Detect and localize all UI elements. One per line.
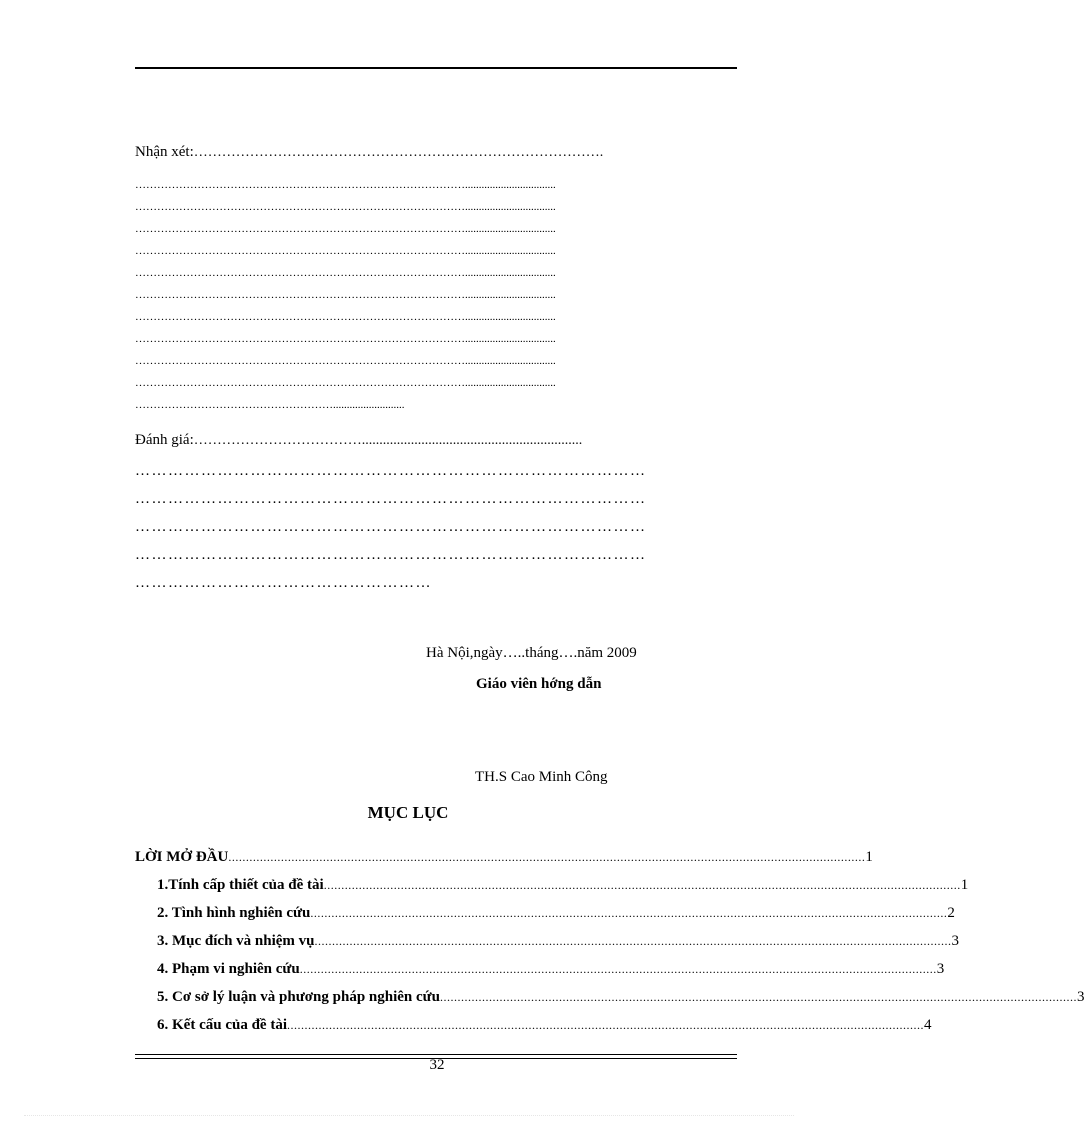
toc-item-title: 1.Tính cấp thiết của đề tài [157,877,324,893]
remarks-line: ………………………………………………………………………………................................. [135,311,556,323]
evaluation-line: ………………………………………………………………………………… [135,491,647,507]
toc-item-title: 4. Phạm vi nghiên cứu [157,961,300,977]
evaluation-line: ………………………………………………………………………………… [135,463,647,479]
evaluation-line: ………………………………………………………………………………… [135,519,647,535]
evaluation-label: Đánh giá: [135,432,194,448]
remarks-line-first [135,143,737,162]
toc-item[interactable] [157,987,1085,1007]
remarks-line: ………………………………………………………………………………................................. [135,355,556,367]
page-edge-divider [24,1115,794,1116]
toc-item-title: 2. Tình hình nghiên cứu [157,905,311,921]
signature-date: Hà Nội,ngày…..tháng….năm 2009 [426,645,637,661]
toc-item-page: 1 [865,849,873,865]
toc-item-title: LỜI MỞ ĐẦU [135,849,229,865]
remarks-line: ……………………………………………….......................... [135,399,405,411]
toc-item-title: 6. Kết cấu của đề tài [157,1017,287,1033]
remarks-first-fill: ……………………………………………………………………………. [193,145,604,160]
remarks-line: ………………………………………………………………………………................................. [135,223,556,235]
toc-item-page: 2 [947,905,955,921]
toc-leader: ...................................................................................................................................................................................... [228,850,866,864]
toc-item-page: 1 [960,877,969,893]
toc-leader: ...................................................................................................................................................................................... [323,878,961,892]
remarks-line: ………………………………………………………………………………................................. [135,289,556,301]
toc-leader: ...................................................................................................................................................................................... [440,990,1078,1004]
toc-item-page: 3 [951,933,960,949]
toc-title: MỤC LỤC [367,803,449,822]
remarks-line: ………………………………………………………………………………................................. [135,245,556,257]
toc-item[interactable] [157,903,955,923]
remarks-line: ………………………………………………………………………………................................. [135,267,556,279]
toc-item[interactable] [157,959,945,979]
toc-item-title: 3. Mục đích và nhiệm vụ [157,933,315,949]
remarks-line: ………………………………………………………………………………................................. [135,201,556,213]
evaluation-first-fill: ………………………………............................................................... [193,433,583,448]
signature-name: TH.S Cao Minh Công [475,769,608,785]
toc-item[interactable] [157,875,969,895]
page-number: 32 [429,1057,445,1073]
toc-leader: ...................................................................................................................................................................................... [299,962,937,976]
signature-role: Giáo viên hớng dẫn [476,676,602,692]
toc-leader: ...................................................................................................................................................................................... [310,906,948,920]
evaluation-line-first [135,431,737,450]
toc-leader: ...................................................................................................................................................................................... [314,934,952,948]
toc-item-page: 4 [923,1017,932,1033]
toc-leader: ...................................................................................................................................................................................... [286,1018,924,1032]
toc-item-title: 5. Cơ sở lý luận và phương pháp nghiên cứu [157,989,441,1005]
evaluation-line: ……………………………………………… [135,575,432,591]
toc-item[interactable] [135,847,873,867]
toc-item-page: 3 [936,961,945,977]
remarks-label: Nhận xét: [135,144,194,160]
remarks-line: ………………………………………………………………………………................................. [135,333,556,345]
evaluation-line: ………………………………………………………………………………… [135,547,647,563]
toc-item[interactable] [157,931,960,951]
header-rule [135,67,737,69]
remarks-line: ………………………………………………………………………………................................. [135,377,556,389]
remarks-line: ………………………………………………………………………………................................. [135,179,556,191]
toc-item[interactable] [157,1015,932,1035]
toc-item-page: 3 [1077,989,1085,1005]
